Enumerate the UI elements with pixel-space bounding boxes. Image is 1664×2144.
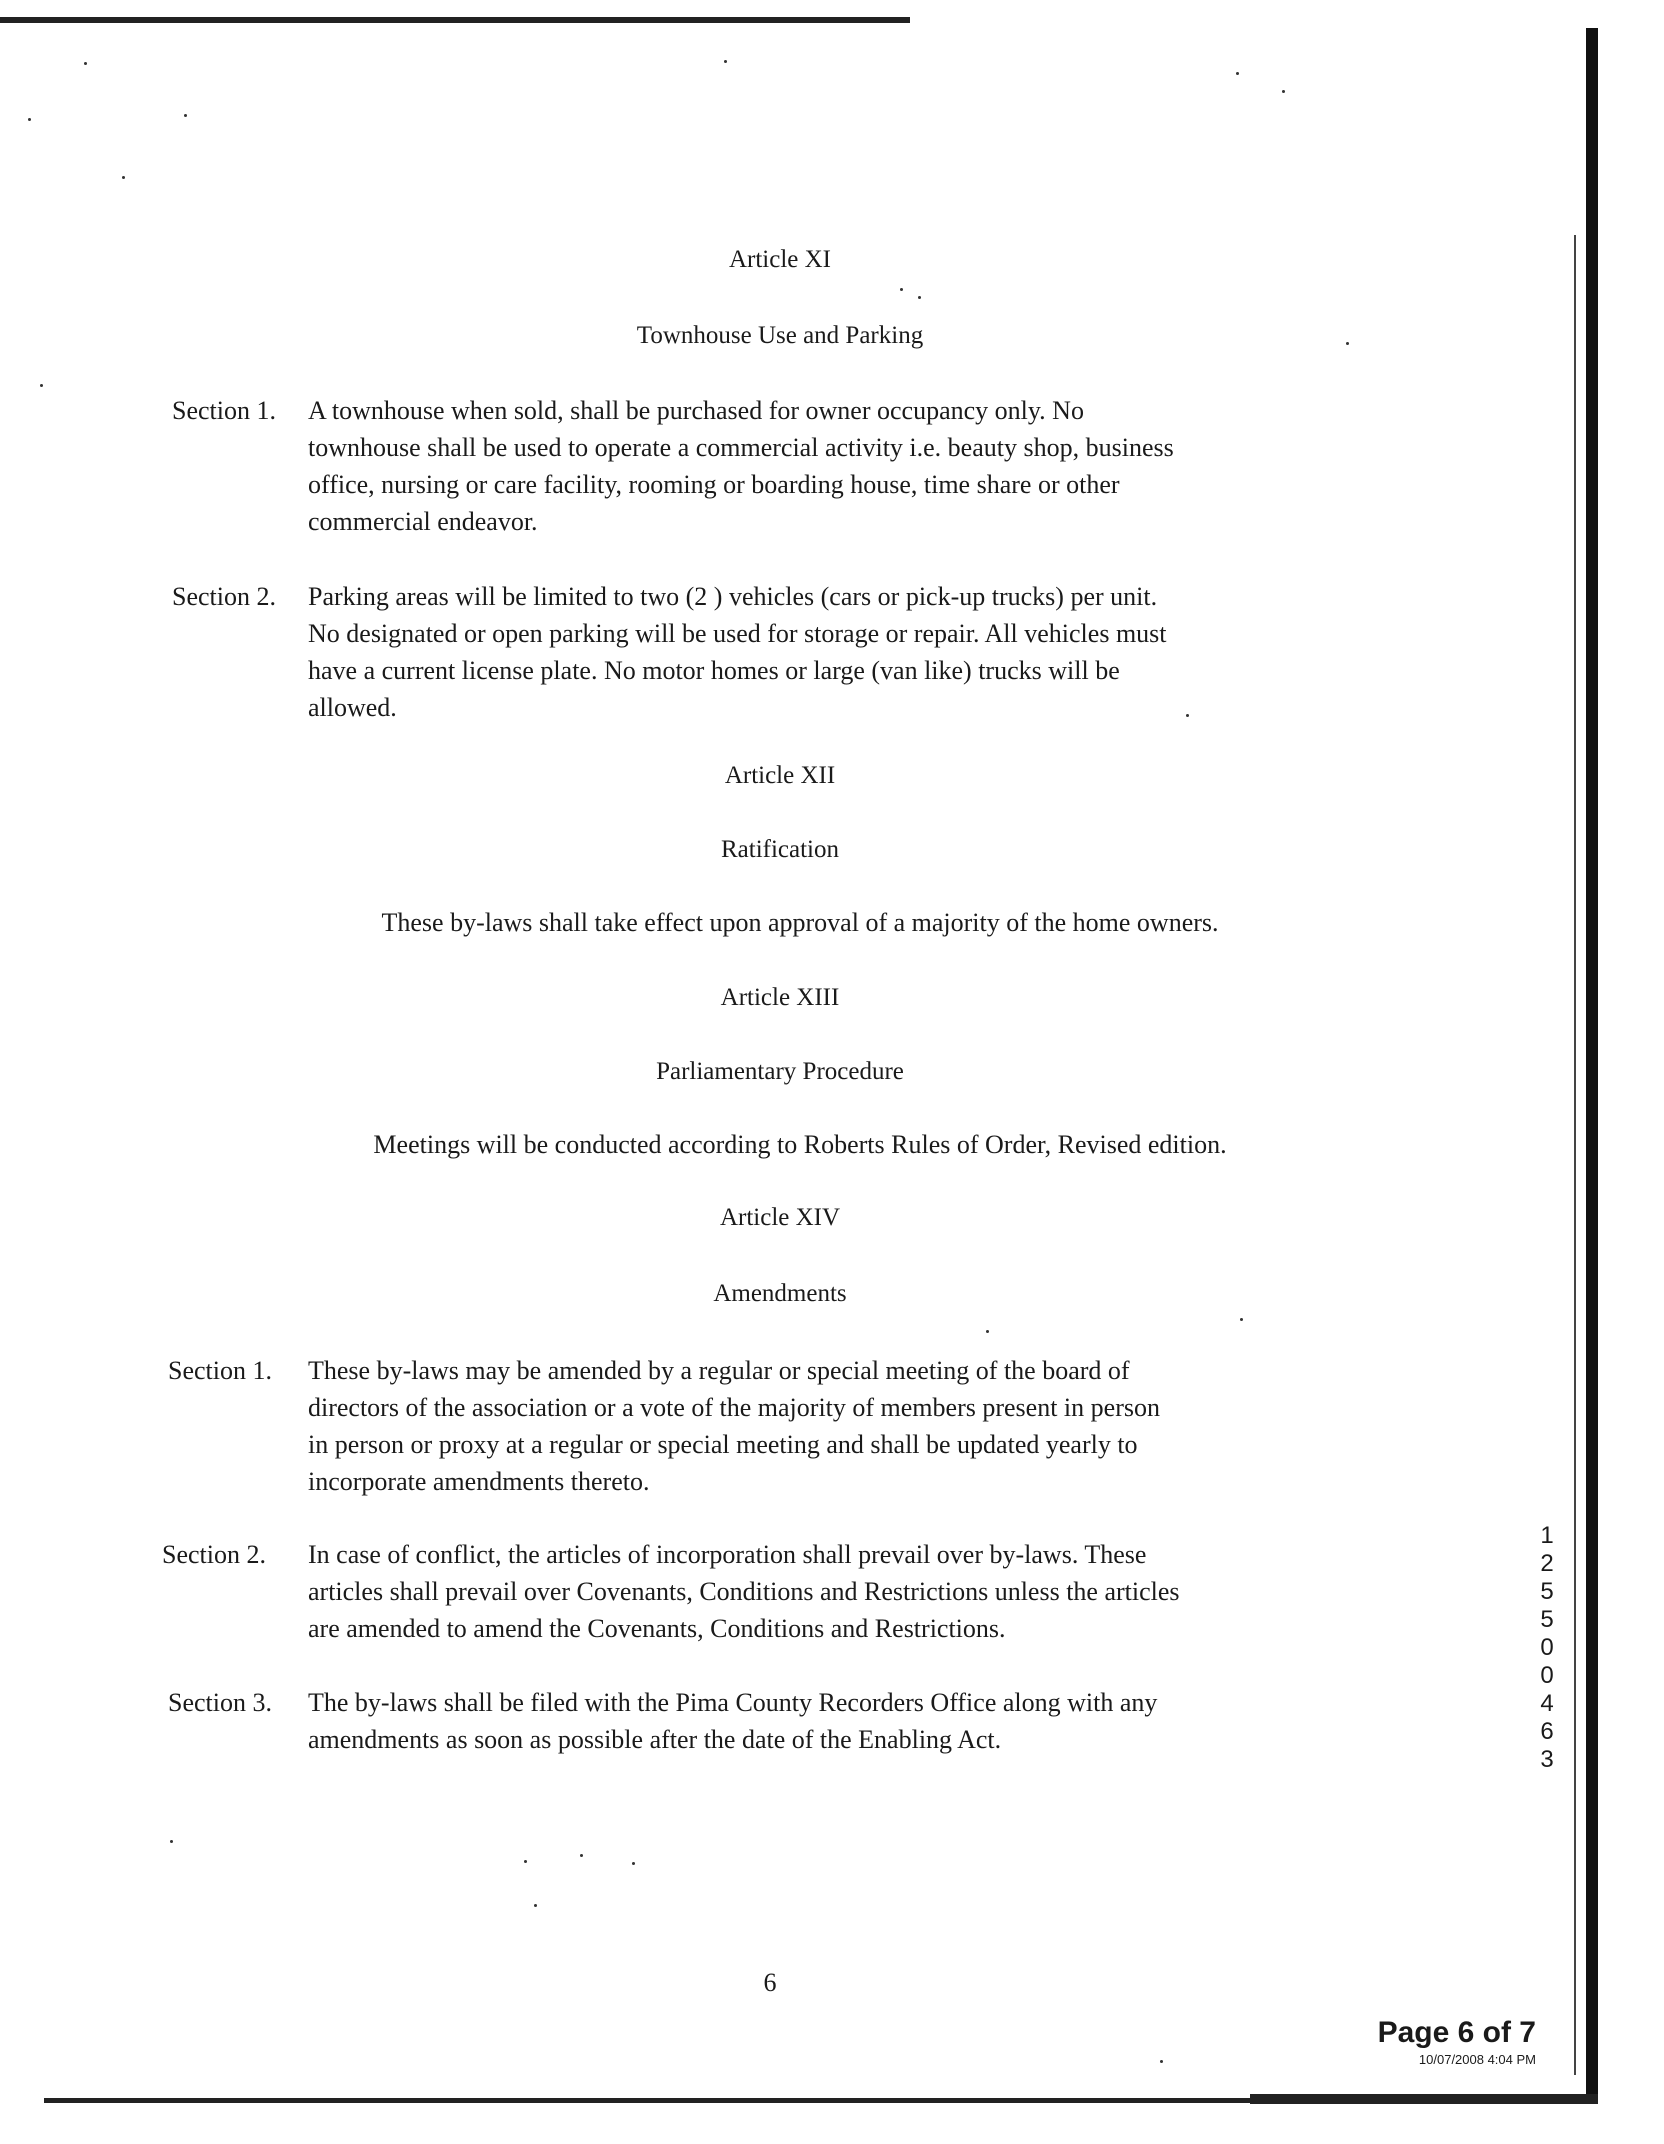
article-xii-subtitle: Ratification <box>720 836 840 863</box>
scan-speck <box>918 296 921 299</box>
scan-speck <box>184 114 187 117</box>
article-xi-section-2 <box>172 578 1572 728</box>
scan-speck <box>1282 90 1285 93</box>
recorder-stamp: 12550 0463 <box>1540 1522 1554 1773</box>
scan-speck <box>1240 1318 1243 1321</box>
article-xiii-subtitle: Parliamentary Procedure <box>656 1058 904 1085</box>
section-label: Section 3. <box>168 1688 272 1717</box>
scan-edge-top <box>0 17 910 23</box>
procedure-text: Meetings will be conducted according to Roberts Rules of Order, Revised edition. <box>373 1130 1227 1159</box>
section-label: Section 1. <box>172 396 276 425</box>
section-label: Section 2. <box>162 1540 266 1569</box>
scan-speck <box>170 1840 173 1843</box>
article-xiv-subtitle: Amendments <box>713 1280 847 1307</box>
section-label: Section 2. <box>172 582 276 611</box>
section-text: These by-laws may be amended by a regular or special meeting of the board of directors of the association or a vote of the majority of members present in person in person or proxy at a regular or special meeting and shall be updated yearly to incorporate amendments thereto. <box>308 1356 1160 1496</box>
scan-speck <box>40 384 43 387</box>
scan-speck <box>1160 2060 1163 2063</box>
article-xiv-title: Article XIV <box>719 1204 841 1231</box>
scan-edge-right <box>1586 28 1598 2098</box>
ratification-text: These by-laws shall take effect upon approval of a majority of the home owners. <box>381 908 1219 937</box>
article-xiv-section-3 <box>168 1684 1568 1760</box>
article-xi-section-1 <box>172 392 1572 542</box>
footer-page-label: Page 6 of 7 <box>1377 2016 1536 2049</box>
scan-speck <box>28 118 31 121</box>
page-number: 6 <box>763 1968 777 1997</box>
scan-speck <box>524 1860 527 1863</box>
footer-timestamp: 10/07/2008 4:04 PM <box>1418 2052 1536 2067</box>
section-text: In case of conflict, the articles of incorporation shall prevail over by-laws. These articles shall prevail over Covenants, Conditions and Restrictions unless the articles are amended to amend the Covenants, Conditions and Restrictions. <box>308 1540 1180 1643</box>
scan-speck <box>534 1904 537 1907</box>
scan-speck <box>724 60 727 63</box>
section-label: Section 1. <box>168 1356 272 1385</box>
scan-speck <box>84 62 87 65</box>
section-text: A townhouse when sold, shall be purchased for owner occupancy only. No townhouse shall be used to operate a commercial activity i.e. beauty shop, business office, nursing or care facility, rooming or boarding house, time share or other commercial endeavor. <box>308 396 1174 536</box>
scan-edge-bottom-thick <box>1250 2094 1598 2104</box>
article-xi-title: Article XI <box>728 246 832 273</box>
scan-speck <box>122 176 125 179</box>
section-text: Parking areas will be limited to two (2 ) vehicles (cars or pick-up trucks) per unit. No designated or open parking will be used for storage or repair. All vehicles must have a current license plate. No motor homes or large (van like) trucks will be allowed. <box>308 582 1167 722</box>
article-xiii-title: Article XIII <box>720 984 840 1011</box>
scan-speck <box>632 1862 635 1865</box>
article-xiv-section-2 <box>162 1536 1562 1648</box>
scan-speck <box>900 288 903 291</box>
article-xiv-section-1 <box>168 1352 1568 1502</box>
section-text: The by-laws shall be filed with the Pima County Recorders Office along with any amendments as soon as possible after the date of the Enabling Act. <box>308 1688 1158 1754</box>
article-xi-subtitle: Townhouse Use and Parking <box>636 322 924 349</box>
scan-speck <box>1236 72 1239 75</box>
scan-speck <box>986 1330 989 1333</box>
scan-speck <box>580 1854 583 1857</box>
article-xii-title: Article XII <box>724 762 836 789</box>
